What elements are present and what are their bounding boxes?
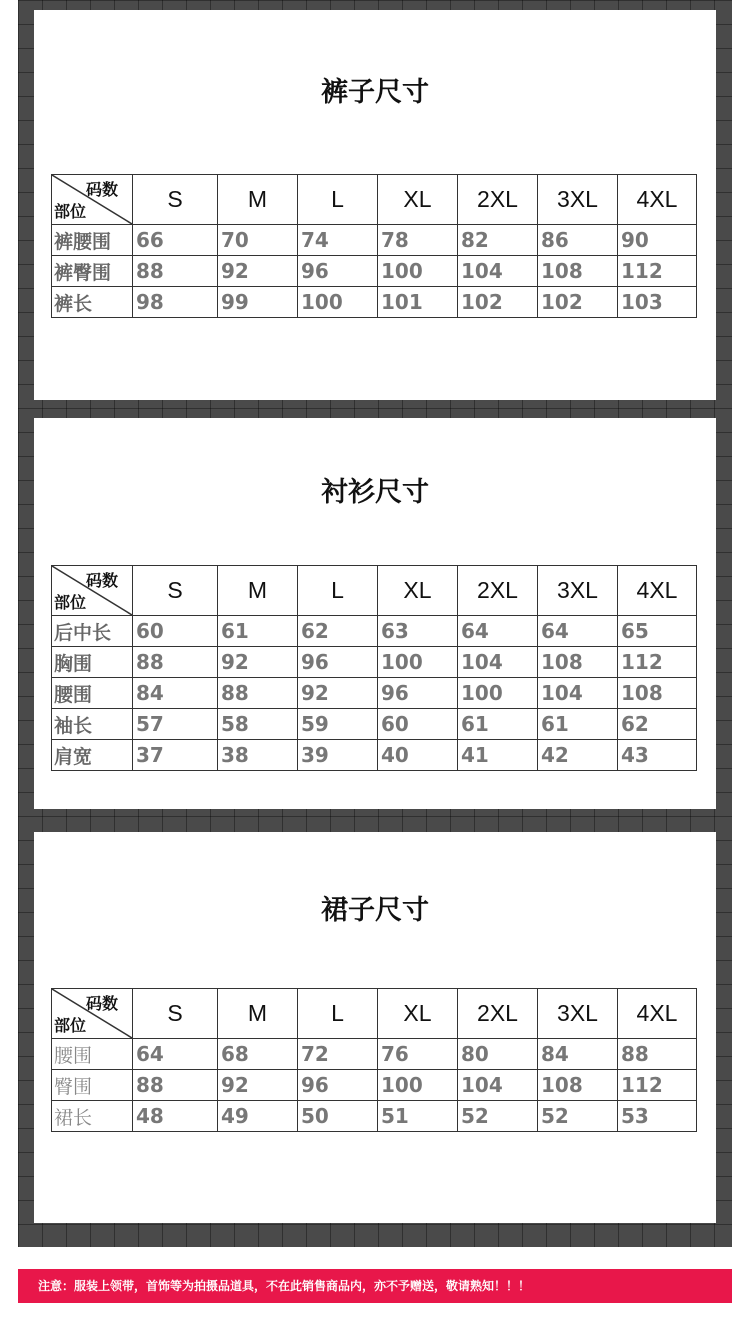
value-cell: 104 [458, 256, 538, 287]
table-row [52, 287, 697, 318]
value-cell: 100 [378, 1070, 458, 1101]
value-cell: 59 [298, 709, 378, 740]
value-cell: 92 [298, 678, 378, 709]
value-cell: 72 [298, 1039, 378, 1070]
size-header: 4XL [618, 566, 697, 616]
value-cell: 42 [538, 740, 618, 771]
value-cell: 102 [538, 287, 618, 318]
value-cell: 61 [458, 709, 538, 740]
value-cell: 64 [133, 1039, 218, 1070]
value-cell: 98 [133, 287, 218, 318]
table-row [52, 1101, 697, 1132]
table-row [52, 647, 697, 678]
value-cell: 108 [538, 1070, 618, 1101]
value-cell: 64 [538, 616, 618, 647]
value-cell: 39 [298, 740, 378, 771]
shirt-size-table [51, 565, 697, 771]
notice-banner: 注意：服装上领带，首饰等为拍摄品道具，不在此销售商品内，亦不予赠送，敬请熟知！！！ [18, 1269, 732, 1303]
table-row [52, 1070, 697, 1101]
value-cell: 84 [133, 678, 218, 709]
value-cell: 52 [458, 1101, 538, 1132]
value-cell: 68 [218, 1039, 298, 1070]
value-cell: 100 [458, 678, 538, 709]
value-cell: 76 [378, 1039, 458, 1070]
value-cell: 96 [298, 256, 378, 287]
part-label: 裤腰围 [52, 225, 133, 256]
shirt-size-panel [34, 418, 716, 809]
corner-header-cell [52, 566, 133, 616]
size-header: S [133, 989, 218, 1039]
table-row [52, 678, 697, 709]
table-row [52, 256, 697, 287]
value-cell: 92 [218, 647, 298, 678]
value-cell: 49 [218, 1101, 298, 1132]
table-header-row [52, 175, 697, 225]
value-cell: 62 [298, 616, 378, 647]
size-header: 2XL [458, 989, 538, 1039]
value-cell: 61 [218, 616, 298, 647]
value-cell: 88 [133, 647, 218, 678]
size-header: 4XL [618, 175, 697, 225]
size-axis-label: 码数 [85, 182, 118, 199]
table-row [52, 225, 697, 256]
value-cell: 104 [538, 678, 618, 709]
value-cell: 104 [458, 647, 538, 678]
size-header: 2XL [458, 175, 538, 225]
part-axis-label: 部位 [54, 595, 87, 612]
value-cell: 52 [538, 1101, 618, 1132]
value-cell: 100 [378, 256, 458, 287]
value-cell: 64 [458, 616, 538, 647]
value-cell: 108 [538, 647, 618, 678]
skirt-size-panel [34, 832, 716, 1223]
value-cell: 112 [618, 256, 697, 287]
value-cell: 100 [298, 287, 378, 318]
value-cell: 63 [378, 616, 458, 647]
section-title: 衬衫尺寸 [321, 477, 429, 508]
size-header: S [133, 566, 218, 616]
value-cell: 92 [218, 1070, 298, 1101]
table-header-row [52, 989, 697, 1039]
size-header: XL [378, 566, 458, 616]
size-header: 2XL [458, 566, 538, 616]
size-header: L [298, 566, 378, 616]
size-header: 3XL [538, 566, 618, 616]
value-cell: 88 [218, 678, 298, 709]
value-cell: 82 [458, 225, 538, 256]
table-header-row [52, 566, 697, 616]
table-row [52, 709, 697, 740]
part-axis-label: 部位 [54, 204, 87, 221]
part-axis-label: 部位 [54, 1018, 87, 1035]
value-cell: 101 [378, 287, 458, 318]
size-header: L [298, 989, 378, 1039]
section-title: 裤子尺寸 [321, 77, 429, 108]
value-cell: 40 [378, 740, 458, 771]
value-cell: 43 [618, 740, 697, 771]
value-cell: 66 [133, 225, 218, 256]
value-cell: 104 [458, 1070, 538, 1101]
part-label: 腰围 [52, 678, 133, 709]
value-cell: 99 [218, 287, 298, 318]
size-axis-label: 码数 [85, 996, 118, 1013]
size-header: M [218, 989, 298, 1039]
value-cell: 61 [538, 709, 618, 740]
value-cell: 65 [618, 616, 697, 647]
size-header: M [218, 175, 298, 225]
value-cell: 38 [218, 740, 298, 771]
size-header: XL [378, 989, 458, 1039]
value-cell: 100 [378, 647, 458, 678]
size-header: 3XL [538, 989, 618, 1039]
value-cell: 80 [458, 1039, 538, 1070]
pants-size-table [51, 174, 697, 318]
value-cell: 88 [133, 256, 218, 287]
value-cell: 96 [298, 1070, 378, 1101]
size-header: 4XL [618, 989, 697, 1039]
part-label: 后中长 [52, 616, 133, 647]
size-header: S [133, 175, 218, 225]
value-cell: 112 [618, 1070, 697, 1101]
value-cell: 57 [133, 709, 218, 740]
value-cell: 53 [618, 1101, 697, 1132]
value-cell: 60 [378, 709, 458, 740]
table-row [52, 740, 697, 771]
part-label: 胸围 [52, 647, 133, 678]
value-cell: 88 [618, 1039, 697, 1070]
value-cell: 96 [378, 678, 458, 709]
size-header: L [298, 175, 378, 225]
value-cell: 92 [218, 256, 298, 287]
value-cell: 108 [538, 256, 618, 287]
corner-header-cell [52, 989, 133, 1039]
value-cell: 78 [378, 225, 458, 256]
table-row [52, 616, 697, 647]
value-cell: 84 [538, 1039, 618, 1070]
size-axis-label: 码数 [85, 573, 118, 590]
corner-header-cell [52, 175, 133, 225]
value-cell: 37 [133, 740, 218, 771]
value-cell: 74 [298, 225, 378, 256]
value-cell: 88 [133, 1070, 218, 1101]
size-header: 3XL [538, 175, 618, 225]
part-label: 袖长 [52, 709, 133, 740]
value-cell: 41 [458, 740, 538, 771]
value-cell: 108 [618, 678, 697, 709]
size-header: XL [378, 175, 458, 225]
value-cell: 60 [133, 616, 218, 647]
value-cell: 96 [298, 647, 378, 678]
part-label: 腰围 [52, 1039, 133, 1070]
part-label: 裙长 [52, 1101, 133, 1132]
pants-size-panel [34, 10, 716, 400]
part-label: 裤长 [52, 287, 133, 318]
part-label: 裤臀围 [52, 256, 133, 287]
part-label: 肩宽 [52, 740, 133, 771]
value-cell: 51 [378, 1101, 458, 1132]
value-cell: 112 [618, 647, 697, 678]
size-header: M [218, 566, 298, 616]
part-label: 臀围 [52, 1070, 133, 1101]
value-cell: 62 [618, 709, 697, 740]
value-cell: 48 [133, 1101, 218, 1132]
value-cell: 102 [458, 287, 538, 318]
value-cell: 86 [538, 225, 618, 256]
value-cell: 90 [618, 225, 697, 256]
section-title: 裙子尺寸 [321, 895, 429, 926]
value-cell: 58 [218, 709, 298, 740]
skirt-size-table [51, 988, 697, 1132]
value-cell: 103 [618, 287, 697, 318]
value-cell: 70 [218, 225, 298, 256]
value-cell: 50 [298, 1101, 378, 1132]
table-row [52, 1039, 697, 1070]
